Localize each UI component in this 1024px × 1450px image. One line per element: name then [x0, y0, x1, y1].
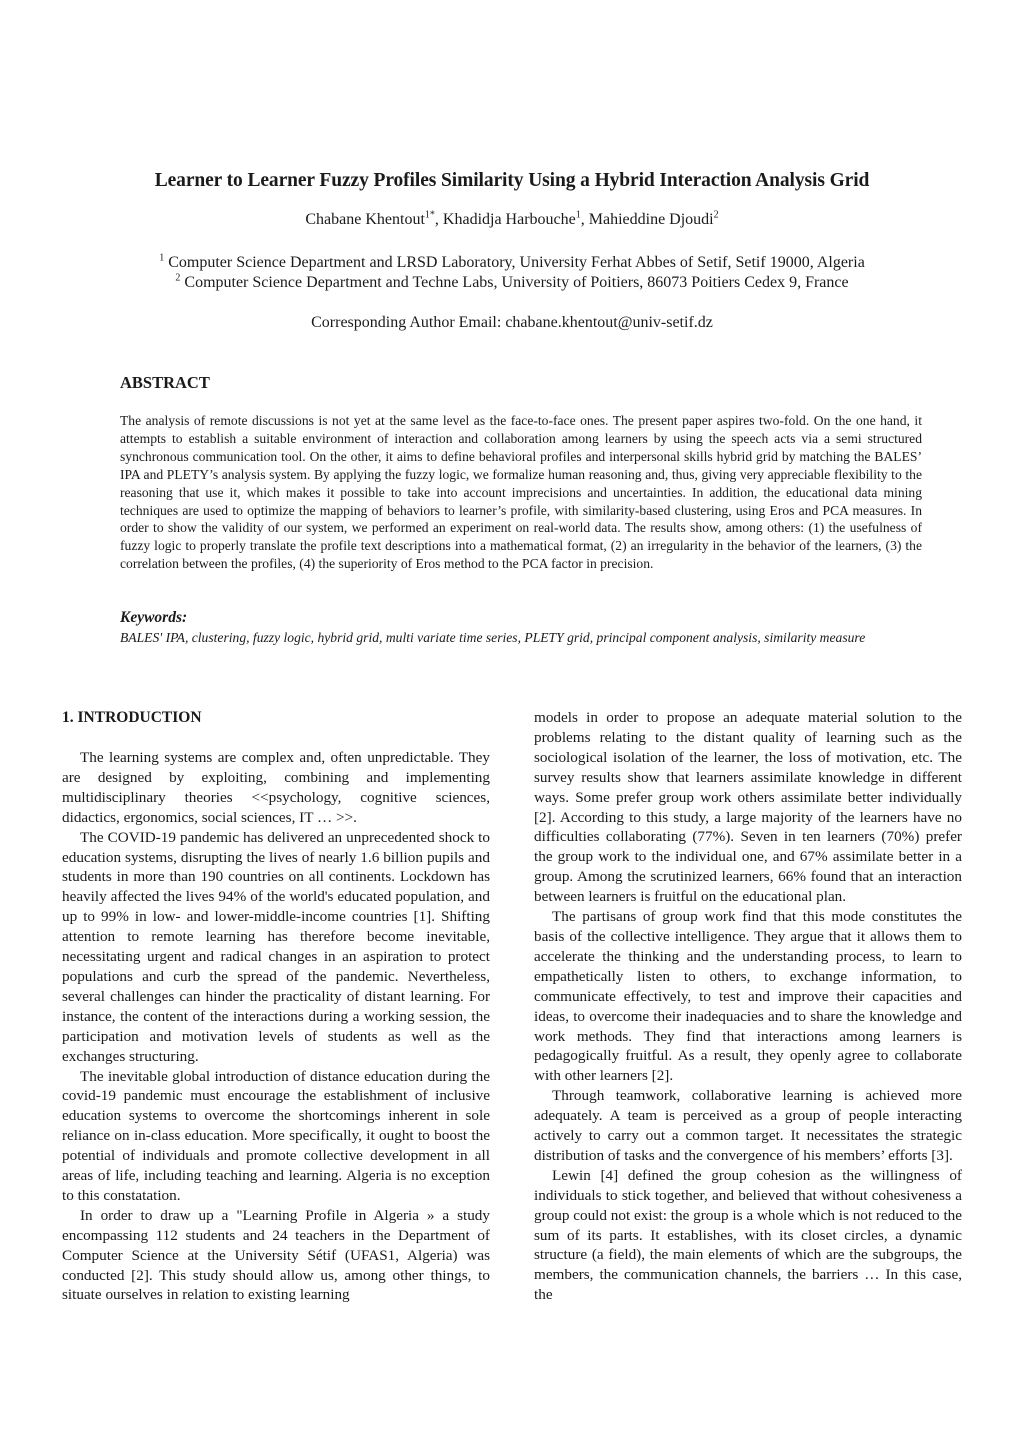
author-list: [0, 211, 1024, 229]
abstract-text: The analysis of remote discussions is not yet at the same level as the face-to-face ones. The present paper aspires two-fold. On the one hand, it attempts to establish a suitable environment of interaction and collaboration among learners by using the speech acts via a semi structured synchronous communication tool. On the other, it aims to define behavioral profiles and interpersonal skills hybrid grid by matching the BALES’ IPA and PLETY’s analysis system. By applying the fuzzy logic, we formalize human reasoning and, thus, giving very appreciable flexibility to the reasoning that use it, which makes it possible to take into account imprecisions and uncertainties. In addition, the educational data mining techniques are used to optimize the mapping of behaviors to learner’s profile, with similarity-based clustering, using Eros and PCA measures. In order to show the validity of our system, we performed an experiment on real-world data. The results show, among others: (1) the usefulness of fuzzy logic to properly translate the profile text descriptions into a mathematical format, (2) an irregularity in the behavior of the learners, (3) the correlation between the profiles, (4) the superiority of Eros method to the PCA factor in precision.: [120, 413, 922, 572]
author-name: Khadidja Harbouche: [442, 211, 576, 228]
paragraph: In order to draw up a "Learning Profile in Algeria » a study encompassing 112 students and 24 teachers in the Department of Computer Science at the University Sétif (UFAS1, Algeria) was conducted [2]. This study should allow us, among other things, to situate ourselves in relation to existing learning: [62, 1206, 490, 1304]
author-separator: ,: [580, 211, 589, 228]
author-separator: ,: [434, 211, 443, 228]
affiliation-mark: 1: [159, 252, 165, 264]
author-affiliation-mark: 1: [575, 209, 581, 221]
left-column: [62, 708, 490, 1305]
paragraph: The learning systems are complex and, often unpredictable. They are designed by exploiting, combining and implementing multidisciplinary theories <<psychology, cognitive sciences, didactics, ergonomics, social sciences, IT … >>.: [62, 749, 490, 826]
section-heading-introduction: 1. INTRODUCTION: [62, 709, 202, 726]
paragraph: models in order to propose an adequate material solution to the problems relating to the distant quality of learning such as the sociological isolation of the learner, the loss of motivation, etc. The survey results show that learners assimilate knowledge in different ways. Some prefer group work others assimilate better individually [2]. According to this study, a large majority of the learners have no difficulties collaborating (77%). Seven in ten learners (70%) prefer the group work to the individual one, and 67% assimilate better in a group. Among the scrutinized learners, 66% found that an interaction between learners is fruitful on the educational plan.: [534, 709, 962, 906]
keywords-heading: Keywords:: [120, 609, 188, 626]
author-affiliation-mark: 1*: [424, 209, 435, 221]
author-affiliation-mark: 2: [713, 209, 719, 221]
abstract-heading: ABSTRACT: [120, 373, 210, 392]
paragraph: The partisans of group work find that this mode constitutes the basis of the collective intelligence. They argue that it allows them to accelerate the thinking and the understanding process, to learn to empathetically listen to others, to exchange information, to communicate effectively, to test and improve their capacities and ideas, to overcome their inadequacies and to share the knowledge and work methods. They find that interactions among learners is pedagogically fruitful. As a result, they openly agree to collaborate with other learners [2].: [534, 908, 962, 1085]
paper-title: Learner to Learner Fuzzy Profiles Similarity Using a Hybrid Interaction Analysis Grid: [154, 170, 870, 191]
affiliation-2: [0, 274, 1024, 292]
affiliation-mark: 2: [175, 272, 181, 284]
corresponding-author-email: Corresponding Author Email: chabane.khentout@univ-setif.dz: [311, 314, 713, 331]
affiliation-text: Computer Science Department and LRSD Laboratory, University Ferhat Abbes of Setif, Setif 19000, Algeria: [168, 254, 865, 271]
paragraph: Through teamwork, collaborative learning is achieved more adequately. A team is perceived as a group of people interacting actively to carry out a common target. It necessitates the strategic distribution of tasks and the convergence of his members’ efforts [3].: [534, 1087, 962, 1164]
paragraph: The COVID-19 pandemic has delivered an unprecedented shock to education systems, disrupting the lives of nearly 1.6 billion pupils and students in more than 190 countries on all continents. Lockdown has heavily affected the lives 94% of the world's educated population, and up to 99% in low- and lower-middle-income countries [1]. Shifting attention to remote learning has therefore become inevitable, necessitating urgent and radical changes in an aspiration to protect populations and curb the spread of the pandemic. Nevertheless, several challenges can hinder the practicality of distant learning. For instance, the content of the interactions during a working session, the participation and motivation levels of students as well as the exchanges structuring.: [62, 828, 490, 1065]
paragraph: The inevitable global introduction of distance education during the covid-19 pandemic must encourage the establishment of inclusive education systems to overcome the shortcomings inherent in sole reliance on in-class education. More specifically, it ought to boost the potential of individuals and promote collective development in all areas of life, including teaching and learning. Algeria is no exception to this constatation.: [62, 1067, 490, 1204]
affiliation-text: Computer Science Department and Techne Labs, University of Poitiers, 86073 Poitiers Cedex 9, France: [184, 274, 849, 291]
keywords-text: BALES' IPA, clustering, fuzzy logic, hybrid grid, multi variate time series, PLETY grid, principal component analysis, similarity measure: [120, 630, 866, 645]
author-name: Mahieddine Djoudi: [588, 211, 714, 228]
paragraph: Lewin [4] defined the group cohesion as the willingness of individuals to stick together, and believed that without cohesiveness a group could not exist: the group is a whole which is not reduced to the sum of its parts. It establishes, with its closet circles, a dynamic structure (a field), the main elements of which are the subgroups, the members, the communication channels, the barriers … In this case, the: [534, 1166, 962, 1304]
author-name: Chabane Khentout: [305, 211, 425, 228]
affiliation-1: [0, 254, 1024, 272]
right-column: [534, 708, 962, 1305]
